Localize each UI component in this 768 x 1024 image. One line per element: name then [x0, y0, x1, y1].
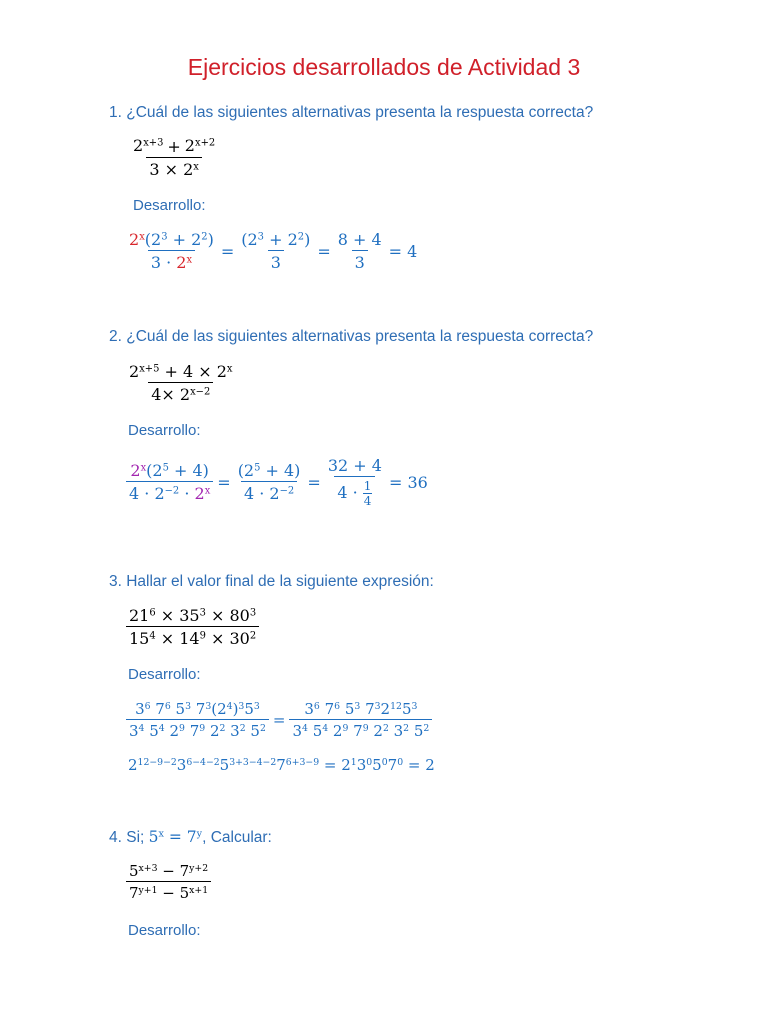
term-exponent: 4: [149, 630, 156, 642]
term-exponent: 4: [158, 722, 165, 734]
exercise-3-numerator: [126, 606, 259, 626]
term-base: 3: [225, 722, 240, 740]
term-exponent: 6−4−2: [186, 756, 220, 768]
term-base: 5: [170, 700, 186, 718]
exercise-3-denominator: [126, 626, 259, 648]
term-base: 5: [144, 722, 159, 740]
term-base: 3: [356, 756, 367, 774]
term-exponent: 6+3−9: [285, 756, 320, 768]
term-exponent: 3: [249, 607, 257, 619]
term-exponent: 9: [342, 722, 349, 734]
term-base: 3: [388, 722, 404, 740]
term-base: 3: [129, 722, 139, 740]
term-exponent: 4: [226, 700, 233, 712]
exercise-2-solution: $\frac{2^x(2^5 + 4)}{4 \cdot 2^{-2} \cdot 2^x}$ = $\frac{(2^5 + 4)}{4 \cdot 2^{-2}}$ = 32 + 4 4 · $\frac{1}{4}$ = 36: [126, 456, 432, 508]
term-exponent: 4: [302, 722, 308, 734]
term-base: 5: [401, 700, 412, 718]
term-base: 7: [184, 722, 200, 740]
term-base: 5: [372, 756, 382, 774]
term-exponent: 2: [403, 722, 410, 734]
exercise-1-expression: $\frac{2^{x+3} + 2^{x+2}}{3 \times 2^x}$: [133, 136, 216, 179]
term-base: 7: [348, 722, 363, 740]
term-exponent: 3: [238, 700, 245, 712]
term-base: 7: [276, 756, 286, 774]
term-base: 2: [328, 722, 343, 740]
term-base: 3: [292, 722, 302, 740]
exercise-3-expression: [126, 606, 259, 648]
term-exponent: 2: [423, 722, 430, 734]
term-exponent: 4: [138, 722, 145, 734]
term-base: 2: [205, 722, 220, 740]
term-base: 3: [304, 700, 314, 718]
term-base: = 2: [319, 756, 351, 774]
exercise-1-question: 1. ¿Cuál de las siguientes alternativas presenta la respuesta correcta?: [109, 104, 594, 121]
page-title: Ejercicios desarrollados de Actividad 3: [187, 54, 581, 80]
term-exponent: 12: [390, 700, 402, 712]
exercise-3-question: 3. Hallar el valor final de la siguiente expresión:: [109, 573, 434, 590]
term-exponent: 9: [362, 722, 369, 734]
term-exponent: 3: [205, 700, 212, 712]
exercise-3-desarrollo-label: Desarrollo:: [128, 666, 201, 683]
term-base: 21: [129, 606, 150, 625]
term-base: (2: [211, 700, 227, 718]
term-exponent: 2: [382, 722, 389, 734]
term-exponent: 0: [397, 756, 404, 768]
term-base: 7: [191, 700, 206, 718]
term-exponent: 9: [199, 630, 206, 642]
term-exponent: 3: [253, 700, 260, 712]
term-exponent: 1: [350, 756, 357, 768]
exercise-1-solution: $\frac{2^x(2^3 + 2^2)}{3 \cdot 2^x}$ = $\frac{(2^3 + 2^2)}{3}$ = $\frac{8 + 4}{3}$ = 4: [129, 230, 418, 272]
exercise-2-desarrollo-label: Desarrollo:: [128, 422, 201, 439]
term-exponent: 3: [199, 607, 206, 619]
term-base: 7: [387, 756, 398, 774]
term-exponent: 6: [334, 700, 341, 712]
exercise-4-expression: $\frac{5^{x+3} - 7^{y+2}}{7^{y+1} - 5^{x+1}}$: [126, 862, 211, 902]
term-base: × 80: [205, 606, 250, 625]
term-base: 2: [164, 722, 180, 740]
term-base: 3: [176, 756, 187, 774]
term-base: 2: [128, 756, 138, 774]
term-exponent: 6: [313, 700, 320, 712]
term-base: 7: [319, 700, 335, 718]
exercise-3-solution-line-1: $\frac{3^6 7^6 5^3 7^3(2^4)^35^3}{3^4 5^4 2^9 7^9 2^2 3^2 5^2}$ = $\frac{3^6 7^6 5^3 7^32^{12}5^3}{3^4 5^4 2^9 7^9 2^2 3^2 5^2}$: [126, 700, 432, 740]
term-base: × 14: [155, 629, 200, 648]
exercise-3-solution-line-2: $2^{12-9-2}3^{6-4-2}5^{3+3-4-2}7^{6+3-9} = 2^13^05^07^0 = 2$: [128, 756, 435, 774]
exercise-2-question: 2. ¿Cuál de las siguientes alternativas presenta la respuesta correcta?: [109, 328, 594, 345]
term-exponent: 3: [354, 700, 361, 712]
term-exponent: 3: [374, 700, 381, 712]
exercise-4-question: 4. Si; $5^x = 7^y$, Calcular:: [109, 828, 272, 846]
term-base: 5: [245, 722, 260, 740]
term-exponent: 2: [259, 722, 266, 734]
term-exponent: 0: [381, 756, 388, 768]
exercise-1-desarrollo-label: Desarrollo:: [133, 197, 206, 214]
term-exponent: 9: [199, 722, 206, 734]
term-base: 5: [307, 722, 323, 740]
term-exponent: 6: [149, 607, 156, 619]
term-exponent: 2: [219, 722, 226, 734]
term-exponent: 4: [322, 722, 329, 734]
term-base: 7: [360, 700, 375, 718]
term-base: 15: [129, 629, 150, 648]
term-base: × 35: [155, 606, 200, 625]
term-exponent: 6: [144, 700, 151, 712]
term-base: 5: [219, 756, 230, 774]
term-exponent: 2: [239, 722, 246, 734]
term-base: × 30: [205, 629, 250, 648]
term-base: 3: [135, 700, 145, 718]
term-base: ): [232, 700, 239, 718]
exercise-4-desarrollo-label: Desarrollo:: [128, 922, 201, 939]
term-exponent: 0: [366, 756, 373, 768]
term-exponent: 3: [185, 700, 191, 712]
term-exponent: 12−9−2: [137, 756, 177, 768]
term-base: 5: [340, 700, 355, 718]
term-base: 2: [368, 722, 383, 740]
exercise-2-expression: $\frac{2^{x+5} + 4 \times 2^x}{4\times 2^{x-2}}$: [129, 362, 233, 404]
term-exponent: 9: [179, 722, 185, 734]
term-exponent: 3+3−4−2: [229, 756, 277, 768]
term-exponent: 6: [164, 700, 171, 712]
term-base: 5: [244, 700, 254, 718]
term-exponent: 3: [411, 700, 418, 712]
term-exponent: 2: [249, 630, 257, 642]
term-base: 5: [409, 722, 424, 740]
term-base: 7: [150, 700, 165, 718]
term-base: 2: [380, 700, 391, 718]
